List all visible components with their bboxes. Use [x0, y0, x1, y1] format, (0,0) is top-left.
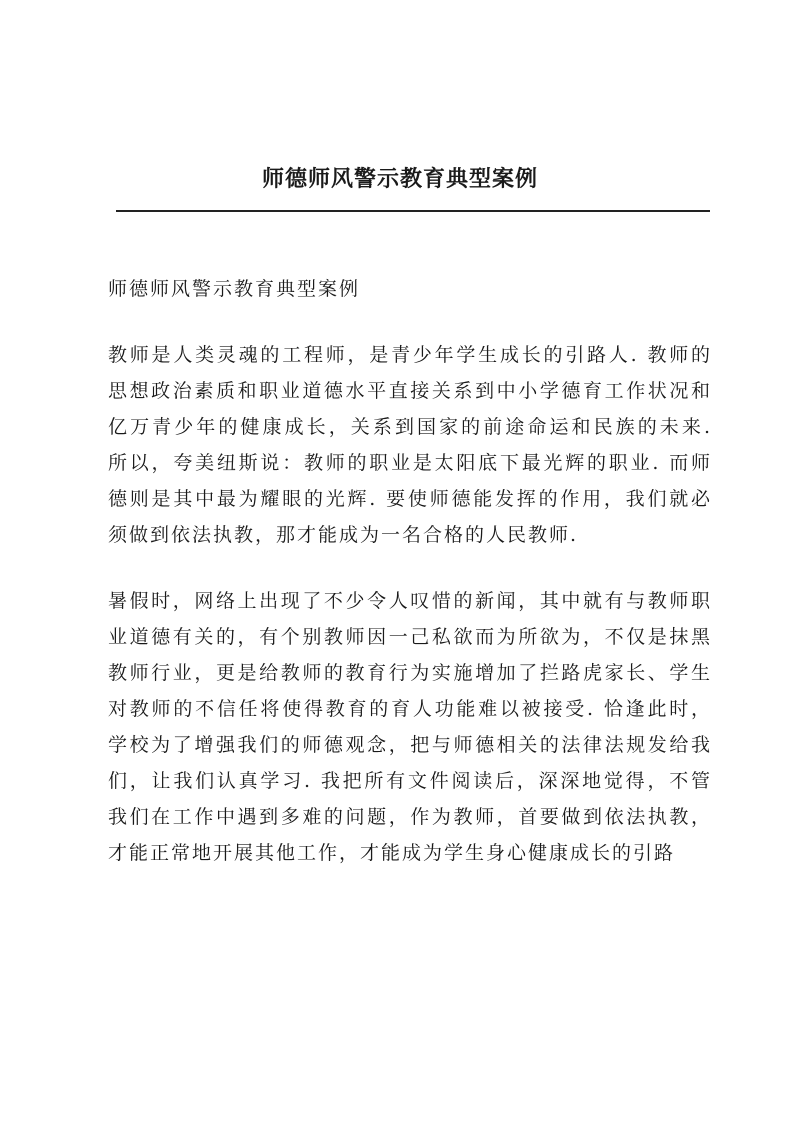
paragraph-2: 暑假时，网络上出现了不少令人叹惜的新闻，其中就有与教师职业道德有关的，有个别教师因一己私欲而为所欲为，不仅是抹黑教师行业，更是给教师的教育行为实施增加了拦路虎家长、学生对教师的不信任将使得教育的育人功能难以被接受. 恰逢此时，学校为了增强我们的师德观念，把与师德相关的法律法规发给我们，让我们认真学习. 我把所有文件阅读后，深深地觉得，不管我们在工作中遇到多难的问题，作为教师，首要做到依法执教，才能正常地开展其他工作，才能成为学生身心健康成长的引路	[108, 590, 712, 864]
section-heading: 师德师风警示教育典型案例	[108, 278, 361, 300]
page-title: 师德师风警示教育典型案例	[261, 167, 538, 192]
title-divider	[116, 210, 710, 212]
document-body	[108, 271, 712, 901]
paragraph-1: 教师是人类灵魂的工程师，是青少年学生成长的引路人. 教师的思想政治素质和职业道德水平直接关系到中小学德育工作状况和亿万青少年的健康成长，关系到国家的前途命运和民族的未来. 所以，夸美纽斯说：教师的职业是太阳底下最光辉的职业. 而师德则是其中最为耀眼的光辉. 要使师德能发挥的作用，我们就必须做到依法执教，那才能成为一名合格的人民教师.	[108, 344, 712, 546]
